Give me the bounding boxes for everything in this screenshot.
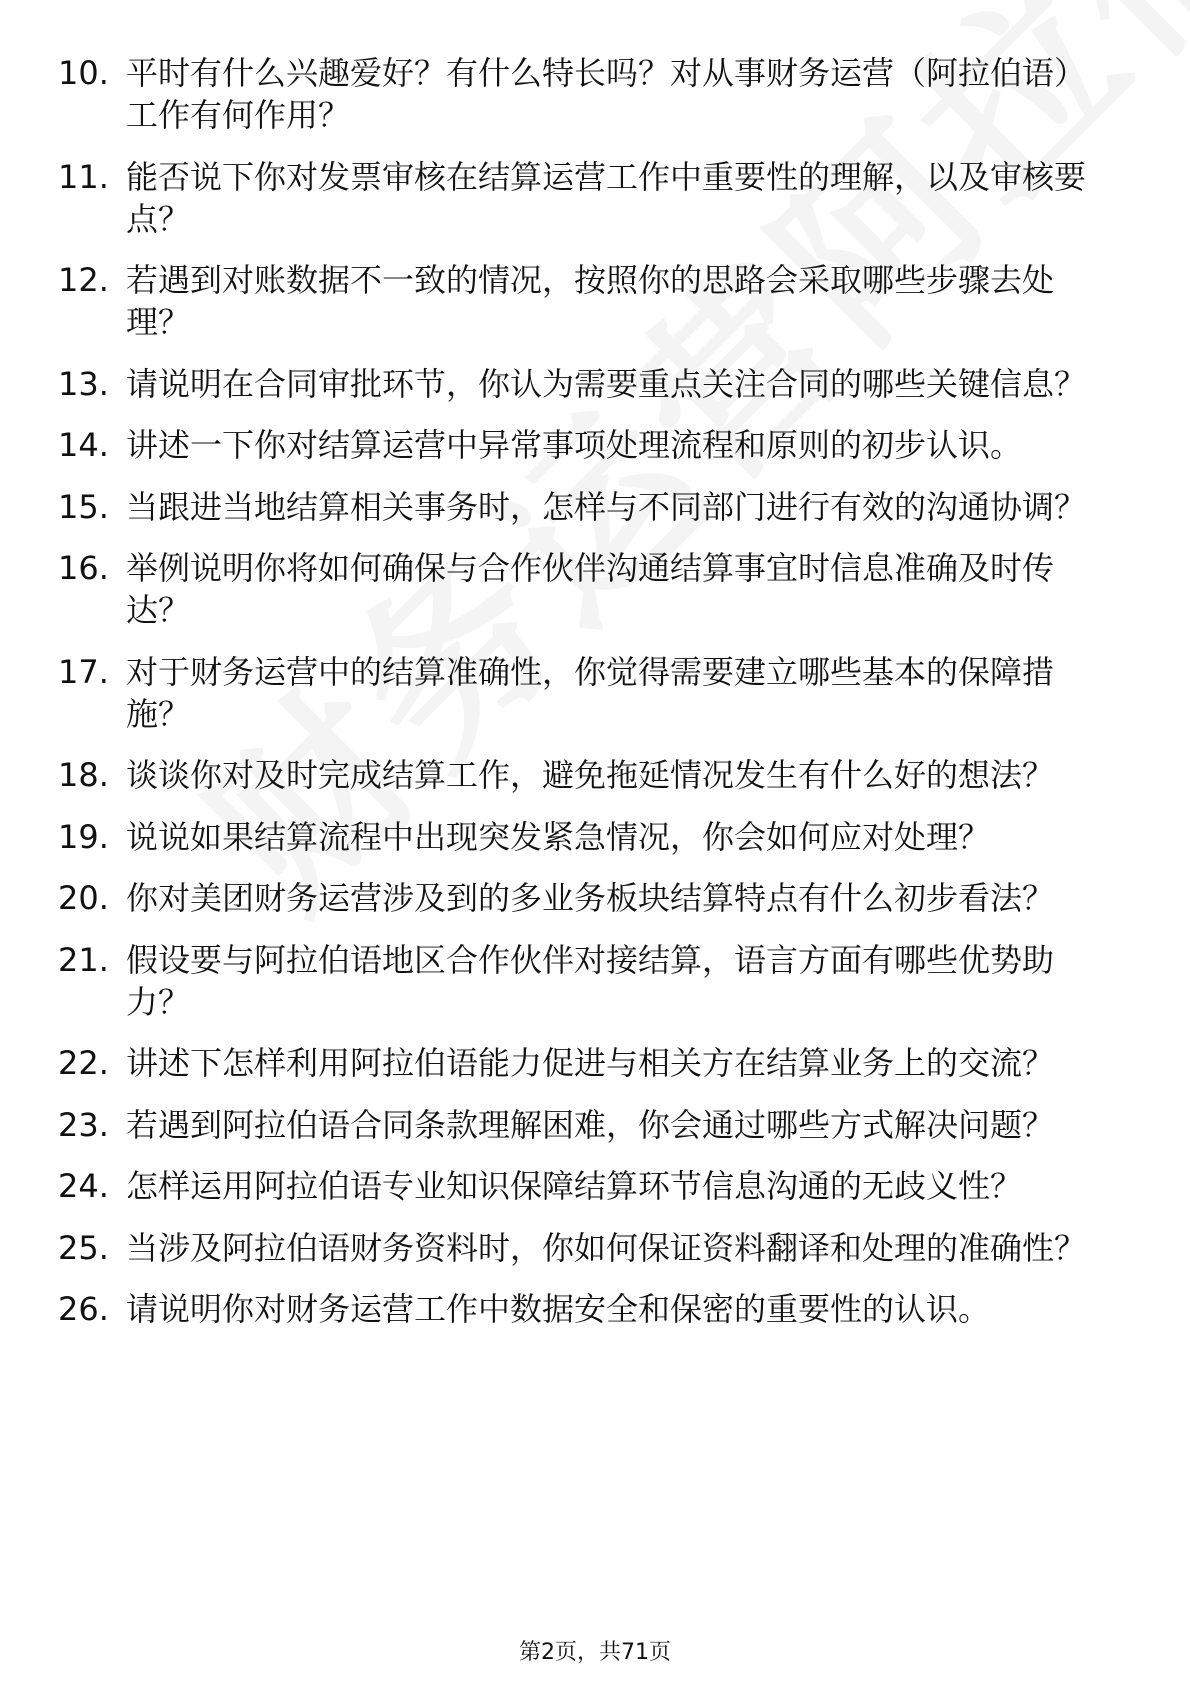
question-number: 19.: [58, 817, 109, 856]
question-item: [0, 877, 1190, 919]
question-text: 当涉及阿拉伯语财务资料时，你如何保证资料翻译和处理的准确性？: [126, 1228, 1087, 1267]
question-text: 若遇到对账数据不一致的情况，按照你的思路会采取哪些步骤去处理？: [126, 261, 1055, 341]
question-item: [0, 1042, 1190, 1084]
page-footer: [0, 1640, 1190, 1666]
question-item: [0, 363, 1190, 405]
question-text: 当跟进当地结算相关事务时，怎样与不同部门进行有效的沟通协调？: [126, 487, 1087, 526]
question-text: 举例说明你将如何确保与合作伙伴沟通结算事宜时信息准确及时传达？: [126, 549, 1055, 629]
question-item: [0, 1104, 1190, 1146]
question-number: 15.: [58, 487, 109, 526]
question-item: [0, 816, 1190, 858]
question-text: 讲述下怎样利用阿拉伯语能力促进与相关方在结算业务上的交流？: [126, 1044, 1055, 1082]
question-text: 平时有什么兴趣爱好？有什么特长吗？对从事财务运营（阿拉伯语）工作有何作用？: [126, 54, 1087, 134]
question-number: 22.: [58, 1044, 109, 1082]
question-item: [0, 754, 1190, 796]
question-text: 说说如果结算流程中出现突发紧急情况，你会如何应对处理？: [126, 817, 991, 856]
question-text: 你对美团财务运营涉及到的多业务板块结算特点有什么初步看法？: [126, 879, 1055, 917]
page-number-label: 第2页，共71页: [519, 1640, 671, 1665]
question-item: [0, 1288, 1190, 1330]
question-item: [0, 486, 1190, 528]
question-number: 24.: [58, 1167, 109, 1205]
question-text: 假设要与阿拉伯语地区合作伙伴对接结算，语言方面有哪些优势助力？: [126, 940, 1055, 1021]
question-number: 23.: [58, 1105, 109, 1144]
question-text: 讲述一下你对结算运营中异常事项处理流程和原则的初步认识。: [126, 426, 1023, 464]
question-item: [0, 156, 1190, 240]
question-item: [0, 547, 1190, 631]
question-number: 17.: [58, 652, 109, 691]
question-number: 12.: [58, 261, 109, 299]
question-number: 20.: [58, 879, 109, 917]
question-number: 10.: [58, 54, 109, 92]
question-text: 能否说下你对发票审核在结算运营工作中重要性的理解，以及审核要点？: [126, 157, 1087, 238]
question-text: 若遇到阿拉伯语合同条款理解困难，你会通过哪些方式解决问题？: [126, 1105, 1055, 1144]
question-number: 18.: [58, 756, 109, 794]
question-number: 16.: [58, 549, 109, 587]
question-item: [0, 259, 1190, 343]
question-item: [0, 424, 1190, 466]
question-list: [0, 52, 1190, 1350]
question-item: [0, 1227, 1190, 1269]
question-item: [0, 52, 1190, 136]
question-text: 对于财务运营中的结算准确性，你觉得需要建立哪些基本的保障措施？: [126, 652, 1055, 733]
question-text: 怎样运用阿拉伯语专业知识保障结算环节信息沟通的无歧义性？: [126, 1167, 1023, 1205]
question-number: 11.: [58, 157, 109, 196]
question-number: 26.: [58, 1290, 109, 1328]
question-text: 请说明在合同审批环节，你认为需要重点关注合同的哪些关键信息？: [126, 364, 1087, 403]
question-item: [0, 651, 1190, 735]
question-number: 25.: [58, 1228, 109, 1267]
question-item: [0, 939, 1190, 1023]
question-text: 谈谈你对及时完成结算工作，避免拖延情况发生有什么好的想法？: [126, 756, 1055, 794]
question-item: [0, 1165, 1190, 1207]
question-number: 14.: [58, 426, 109, 464]
question-text: 请说明你对财务运营工作中数据安全和保密的重要性的认识。: [126, 1290, 991, 1328]
question-number: 13.: [58, 364, 109, 403]
question-number: 21.: [58, 940, 109, 979]
